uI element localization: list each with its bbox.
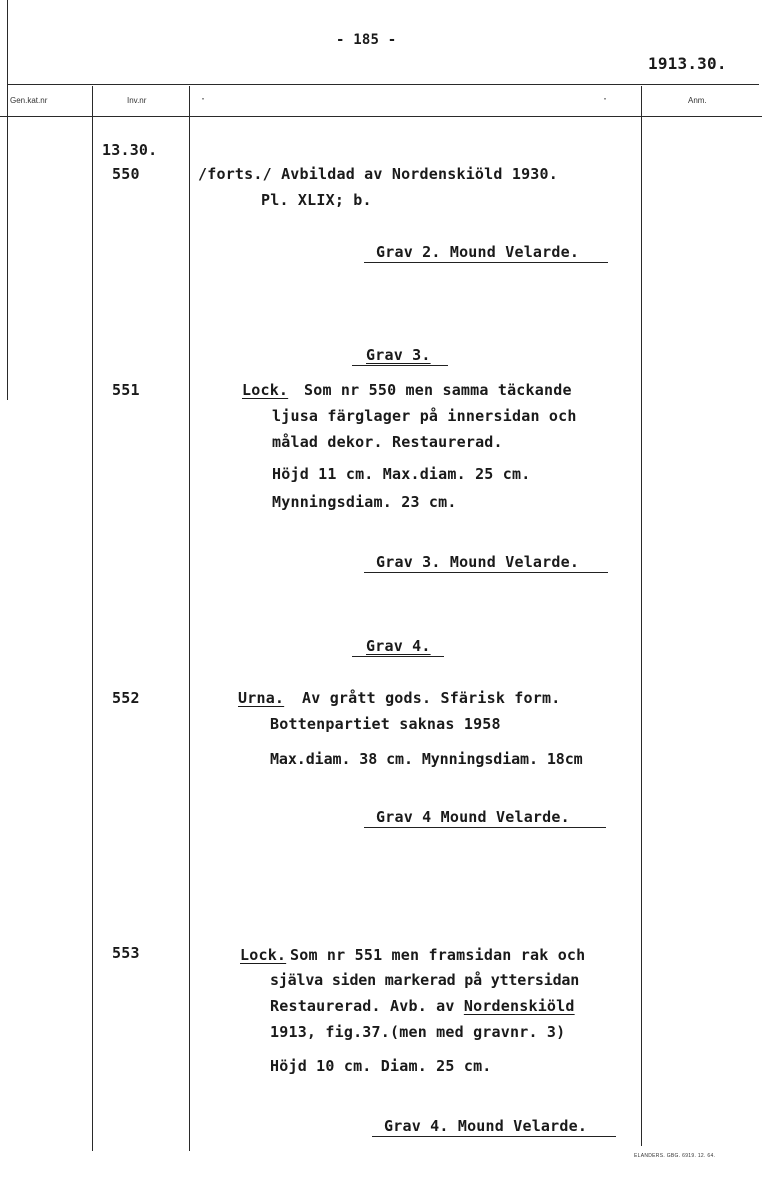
entry-553-line3-text: Restaurerad. Avb. av — [270, 997, 464, 1015]
grave-footer-552: Grav 4 Mound Velarde. — [376, 808, 570, 826]
entry-551-line4: Höjd 11 cm. Max.diam. 25 cm. — [272, 465, 531, 483]
record-id: 1913.30. — [648, 54, 727, 73]
grave-footer-550: Grav 2. Mound Velarde. — [376, 243, 580, 261]
entry-553-line5: Höjd 10 cm. Diam. 25 cm. — [270, 1057, 492, 1075]
grave-3-heading-rule — [352, 365, 448, 366]
inv-number-550: 550 — [112, 165, 140, 183]
header-top-rule — [7, 84, 759, 85]
grave-footer-551: Grav 3. Mound Velarde. — [376, 553, 580, 571]
entry-551-line3: målad dekor. Restaurerad. — [272, 433, 503, 451]
entry-553-line3 — [270, 997, 575, 1015]
grave-3-heading: Grav 3. — [366, 346, 431, 364]
column-divider-genkat — [92, 86, 93, 1151]
grave-footer-551-underline — [364, 572, 608, 573]
entry-551-label: Lock. — [242, 381, 289, 399]
inv-number-553: 553 — [112, 944, 140, 962]
entry-553-line1: Som nr 551 men framsidan rak och — [290, 946, 586, 964]
left-border — [7, 0, 8, 400]
inv-number-552: 552 — [112, 689, 140, 707]
header-bottom-rule — [0, 116, 762, 117]
column-header-inv: Inv.nr — [127, 96, 147, 105]
entry-552-line1: Av grått gods. Sfärisk form. — [302, 689, 561, 707]
entry-553-line2: själva siden markerad på yttersidan — [270, 971, 580, 989]
grave-footer-553: Grav 4. Mound Velarde. — [384, 1117, 588, 1135]
column-divider-anm — [641, 86, 642, 1146]
grave-footer-552-underline — [364, 827, 606, 828]
grave-4-heading: Grav 4. — [366, 637, 431, 655]
column-divider-inv — [189, 86, 190, 1151]
entry-551-line1: Som nr 550 men samma täckande — [304, 381, 572, 399]
grave-footer-550-underline — [364, 262, 608, 263]
entry-552-label: Urna. — [238, 689, 285, 707]
entry-550-line2: Pl. XLIX; b. — [261, 191, 372, 209]
entry-551-line5: Mynningsdiam. 23 cm. — [272, 493, 457, 511]
grave-4-heading-rule — [352, 656, 444, 657]
header-dot-right: · — [602, 94, 609, 105]
entry-553-line4: 1913, fig.37.(men med gravnr. 3) — [270, 1023, 566, 1041]
prefix-number: 13.30. — [102, 141, 158, 159]
printer-imprint: ELANDERS. GBG. 6919. 12. 64. — [634, 1153, 716, 1159]
nordenskiold-reference: Nordenskiöld — [463, 997, 575, 1015]
entry-553-label: Lock. — [240, 946, 287, 964]
entry-552-line3: Max.diam. 38 cm. Mynningsdiam. 18cm — [270, 750, 583, 768]
entry-550-line1: /forts./ Avbildad av Nordenskiöld 1930. — [198, 165, 558, 183]
header-dot-left: · — [200, 94, 207, 105]
inv-number-551: 551 — [112, 381, 140, 399]
page-number: - 185 - — [336, 32, 397, 48]
entry-552-line2: Bottenpartiet saknas 1958 — [270, 715, 501, 733]
entry-551-line2: ljusa färglager på innersidan och — [272, 407, 577, 425]
grave-footer-553-underline — [372, 1136, 616, 1137]
column-header-genkat: Gen.kat.nr — [10, 96, 48, 105]
column-header-anm: Anm. — [688, 96, 707, 105]
